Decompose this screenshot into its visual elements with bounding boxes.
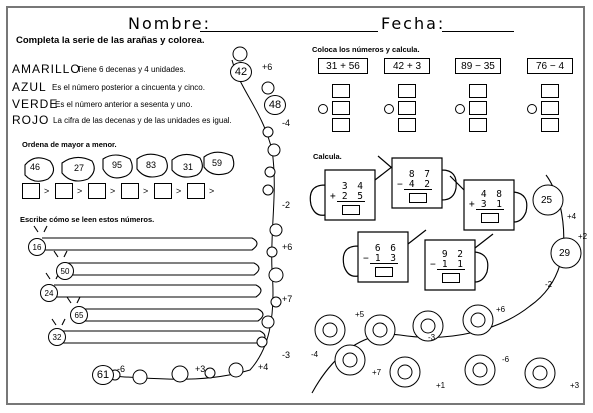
spider-step: -3 [282, 350, 291, 360]
date-label: Fecha: [381, 14, 446, 33]
worm-body [60, 331, 265, 343]
place-answer-box[interactable] [469, 101, 487, 115]
spider-number: 48 [264, 95, 286, 115]
order-answer-box[interactable] [121, 183, 139, 199]
flower-number: 29 [559, 248, 571, 259]
rule-color-green: VERDE [12, 97, 59, 111]
calc-operator: − [430, 259, 438, 270]
greater-than-sign: > [44, 186, 50, 196]
calc-operand-a: 8 7 [408, 169, 432, 180]
flower-number: 25 [541, 195, 553, 206]
watering-can-spout [408, 230, 426, 244]
worm-number: 16 [28, 238, 46, 256]
worm-body [62, 263, 259, 275]
place-operation: 76 − 4 [527, 58, 573, 74]
operator-circle[interactable] [455, 104, 465, 114]
flower [465, 355, 495, 385]
chain-bead [263, 185, 273, 195]
write-title: Escribe cómo se leen estos números. [20, 215, 155, 224]
order-number: 59 [212, 158, 223, 168]
flower-step: +3 [570, 381, 580, 390]
order-answer-box[interactable] [187, 183, 205, 199]
flower-step: -6 [502, 355, 510, 364]
order-number: 46 [30, 162, 41, 172]
flower [525, 358, 555, 388]
calc-answer-box[interactable] [442, 273, 460, 283]
calc-answer-box[interactable] [375, 267, 393, 277]
place-answer-box[interactable] [398, 84, 416, 98]
place-answer-box[interactable] [541, 118, 559, 132]
chain-bead [257, 337, 267, 347]
spider-body [268, 144, 280, 156]
flower-step: -2 [545, 280, 553, 289]
flower-step: +1 [436, 381, 446, 390]
calc-answer-box[interactable] [342, 205, 360, 215]
spider-body [133, 370, 147, 384]
flower [390, 357, 420, 387]
flower [365, 315, 395, 345]
calc-operand-a: 3 4 [341, 181, 365, 192]
calc-answer-box[interactable] [409, 193, 427, 203]
spider-number: 61 [92, 365, 114, 385]
order-answer-box[interactable] [88, 183, 106, 199]
spider-step: +6 [282, 242, 293, 252]
calc-operand-b: 1 3 [370, 254, 398, 264]
flower [335, 345, 365, 375]
calc-operator: + [330, 191, 338, 202]
rule-color-red: ROJO [12, 113, 50, 127]
flower-step: +5 [355, 310, 365, 319]
spider-step: +4 [258, 362, 269, 372]
place-answer-box[interactable] [469, 84, 487, 98]
place-answer-box[interactable] [332, 84, 350, 98]
flower-step: +2 [578, 232, 588, 241]
calc-operator: − [363, 253, 371, 264]
spider-body [229, 363, 243, 377]
calc-operand-b: 4 2 [404, 180, 432, 190]
spider-body [172, 366, 188, 382]
order-answer-box[interactable] [154, 183, 172, 199]
worm-body [54, 285, 261, 297]
operator-circle[interactable] [527, 104, 537, 114]
chain-bead [265, 167, 275, 177]
flower-step: +4 [567, 212, 577, 221]
greater-than-sign: > [77, 186, 83, 196]
order-number: 31 [183, 162, 194, 172]
rule-color-yellow: AMARILLO [12, 62, 81, 76]
rule-text-green: Es el número anterior a sesenta y uno. [55, 100, 193, 109]
order-number: 83 [146, 160, 157, 170]
calc-operand-a: 9 2 [441, 249, 465, 260]
place-operation: 42 + 3 [384, 58, 430, 74]
rule-color-blue: AZUL [12, 80, 47, 94]
calc-answer-box[interactable] [481, 213, 499, 223]
worm-body [75, 309, 263, 321]
watering-can-spout [475, 234, 493, 248]
calc-title: Calcula. [313, 152, 342, 161]
rule-text-red: La cifra de las decenas y de las unidades es igual. [53, 116, 232, 125]
spider-body [262, 82, 274, 94]
calc-operand-b: 2 5 [337, 192, 365, 202]
chain-bead [263, 127, 273, 137]
spider-step: -2 [282, 200, 291, 210]
operator-circle[interactable] [384, 104, 394, 114]
calc-operator: − [397, 179, 405, 190]
spider-number: 42 [230, 62, 252, 82]
watering-can-spout [375, 166, 393, 180]
calc-operand-b: 3 1 [476, 200, 504, 210]
order-answer-box[interactable] [22, 183, 40, 199]
place-answer-box[interactable] [398, 101, 416, 115]
place-title: Coloca los números y calcula. [312, 45, 420, 54]
place-answer-box[interactable] [332, 101, 350, 115]
worm-number: 32 [48, 328, 66, 346]
spider-step: -6 [117, 364, 126, 374]
calc-operand-a: 6 6 [374, 243, 398, 254]
worm-number: 65 [70, 306, 88, 324]
greater-than-sign: > [176, 186, 182, 196]
flower [315, 315, 345, 345]
flower-step: -4 [311, 350, 319, 359]
name-label: Nombre: [128, 14, 211, 33]
spider-step: +6 [262, 62, 273, 72]
flower-step: +7 [372, 368, 382, 377]
worm-body [42, 238, 257, 250]
spider-body [270, 224, 282, 236]
greater-than-sign: > [209, 186, 215, 196]
place-operation: 89 − 35 [455, 58, 501, 74]
flower-step: +6 [496, 305, 506, 314]
spider-body [262, 316, 274, 328]
order-answer-box[interactable] [55, 183, 73, 199]
chain-bead [271, 297, 281, 307]
operator-circle[interactable] [318, 104, 328, 114]
watering-can-spout [378, 156, 392, 168]
place-answer-box[interactable] [541, 84, 559, 98]
order-number: 95 [112, 160, 123, 170]
place-answer-box[interactable] [541, 101, 559, 115]
place-operation: 31 + 56 [318, 58, 368, 74]
place-answer-box[interactable] [332, 118, 350, 132]
place-answer-box[interactable] [469, 118, 487, 132]
order-number: 27 [74, 163, 85, 173]
rule-text-yellow: Tiene 6 decenas y 4 unidades. [77, 65, 186, 74]
calc-operator: + [469, 199, 477, 210]
flower-step: -3 [428, 333, 436, 342]
spider-step: +7 [282, 294, 293, 304]
spider-body [233, 47, 247, 61]
spider-step: +3 [195, 364, 206, 374]
spider-body [269, 268, 283, 282]
greater-than-sign: > [110, 186, 116, 196]
rule-text-blue: Es el número posterior a cincuenta y cinco. [52, 83, 205, 92]
spider-step: -4 [282, 118, 291, 128]
chain-bead [267, 247, 277, 257]
chain-bead [205, 368, 215, 378]
worm-number: 24 [40, 284, 58, 302]
flower [463, 305, 493, 335]
greater-than-sign: > [143, 186, 149, 196]
order-title: Ordena de mayor a menor. [22, 140, 117, 149]
calc-operand-a: 4 8 [480, 189, 504, 200]
worm-number: 50 [56, 262, 74, 280]
place-answer-box[interactable] [398, 118, 416, 132]
series-title: Completa la serie de las arañas y colorea. [16, 35, 205, 46]
calc-operand-b: 1 1 [437, 260, 465, 270]
